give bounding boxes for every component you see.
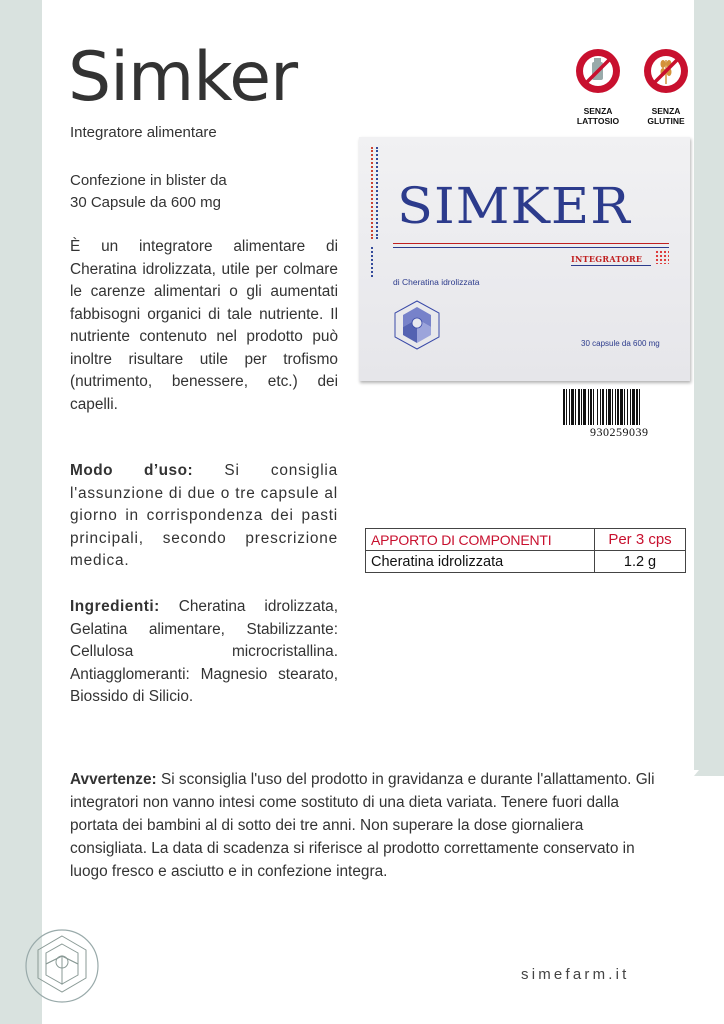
barcode-bar	[566, 389, 567, 425]
barcode-bar	[600, 389, 601, 425]
barcode-bar	[602, 389, 604, 425]
table-cell-amount: 1.2 g	[595, 551, 686, 573]
barcode-bar	[590, 389, 592, 425]
box-capsule-count: 30 capsule da 600 mg	[581, 339, 660, 348]
barcode-bar	[581, 389, 582, 425]
badge-no-gluten	[634, 46, 698, 126]
packaging-info	[70, 170, 227, 214]
left-band	[0, 0, 42, 1024]
box-decor-dots	[655, 250, 669, 264]
barcode-bar	[627, 389, 628, 425]
barcode-bar	[575, 389, 576, 425]
badge-gluten-caption-2: GLUTINE	[647, 116, 685, 126]
barcode-bar	[578, 389, 580, 425]
box-decor-dots	[376, 147, 378, 239]
barcode-bar	[617, 389, 619, 425]
badge-no-lactose	[566, 46, 630, 126]
right-band	[694, 0, 724, 770]
description-paragraph: È un integratore alimentare di Cheratina idrolizzata, utile per colmare le carenze alimentari o gli aumentati fabbisogni organici di tale nutriente. Il nutriente contenuto nel prodotto può inoltre risultare utile per trofismo (nutrimento, benessere, etc.) dei capelli.	[70, 238, 338, 413]
table-header-row	[366, 529, 686, 551]
footer-website-link[interactable]: simefarm.it	[521, 966, 630, 983]
brand-title: Simker	[68, 38, 298, 117]
usage-label: Modo d’uso:	[70, 462, 194, 479]
packaging-line-1: Confezione in blister da	[70, 172, 227, 189]
table-header-dose: Per 3 cps	[595, 529, 686, 551]
box-divider	[393, 247, 669, 248]
box-decor-dots	[371, 147, 373, 239]
box-divider	[571, 265, 651, 266]
no-gluten-icon	[641, 46, 691, 96]
barcode-bar	[632, 389, 635, 425]
barcode-bar	[597, 389, 598, 425]
table-row	[366, 551, 686, 573]
barcode-bar	[636, 389, 638, 425]
usage-text: Si consiglia l'assunzione di due o tre capsule al giorno in corrispondenza dei pasti principali, secondo prescrizione medica.	[70, 462, 339, 569]
barcode-bar	[612, 389, 613, 425]
barcode-bar	[620, 389, 623, 425]
box-title: SIMKER	[397, 177, 631, 235]
barcode-bar	[630, 389, 631, 425]
barcode-bar	[563, 389, 565, 425]
barcode-bar	[583, 389, 586, 425]
warnings-text: Si sconsiglia l'uso del prodotto in gravidanza e durante l'allattamento. Gli integratori non vanno intesi come sostituto di una dieta variata. Tenere fuori dalla portata dei bambini al di sotto dei tre anni. Non superare la dose giornaliera consigliata. La data di scadenza si riferisce al prodotto correttamente conservato in luogo fresco e asciutto e in confezione integra.	[70, 771, 655, 880]
barcode-bar	[606, 389, 607, 425]
box-decor-dots	[371, 247, 373, 277]
simefarm-footer-logo-icon	[24, 928, 100, 1004]
barcode-bar	[588, 389, 589, 425]
packaging-line-2: 30 Capsule da 600 mg	[70, 194, 221, 211]
right-band-corner	[694, 740, 724, 776]
ingredients-text: Cheratina idrolizzata, Gelatina alimentare, Stabilizzante: Cellulosa microcristallina. Antiagglomeranti: Magnesio stearato, Biossido di Silicio.	[70, 598, 338, 705]
barcode-bar	[615, 389, 616, 425]
usage-paragraph	[70, 460, 338, 573]
barcode-bar	[593, 389, 594, 425]
box-divider	[393, 243, 669, 244]
no-lactose-icon	[573, 46, 623, 96]
barcode-number: 930259039	[590, 425, 649, 439]
components-table	[365, 528, 686, 573]
barcode-bar	[608, 389, 611, 425]
box-ingredient: di Cheratina idrolizzata	[393, 277, 480, 287]
badge-lactose-caption-2: LATTOSIO	[576, 116, 620, 126]
barcode-bar	[639, 389, 640, 425]
table-header-name: APPORTO DI COMPONENTI	[366, 529, 595, 551]
barcode-bar	[571, 389, 574, 425]
ingredients-label: Ingredienti:	[70, 598, 160, 615]
barcode-bar	[624, 389, 625, 425]
product-box-image	[359, 137, 690, 381]
badge-lactose-caption-1: SENZA	[583, 106, 613, 116]
barcode-bar	[569, 389, 570, 425]
barcode	[563, 389, 689, 425]
table-cell-name: Cheratina idrolizzata	[366, 551, 595, 573]
box-category: INTEGRATORE	[571, 254, 643, 264]
ingredients-paragraph	[70, 596, 338, 709]
warnings-paragraph	[70, 768, 664, 883]
warnings-label: Avvertenze:	[70, 771, 157, 788]
product-subtitle: Integratore alimentare	[70, 124, 217, 141]
simefarm-logo-icon	[389, 297, 445, 353]
badge-gluten-caption-1: SENZA	[651, 106, 681, 116]
